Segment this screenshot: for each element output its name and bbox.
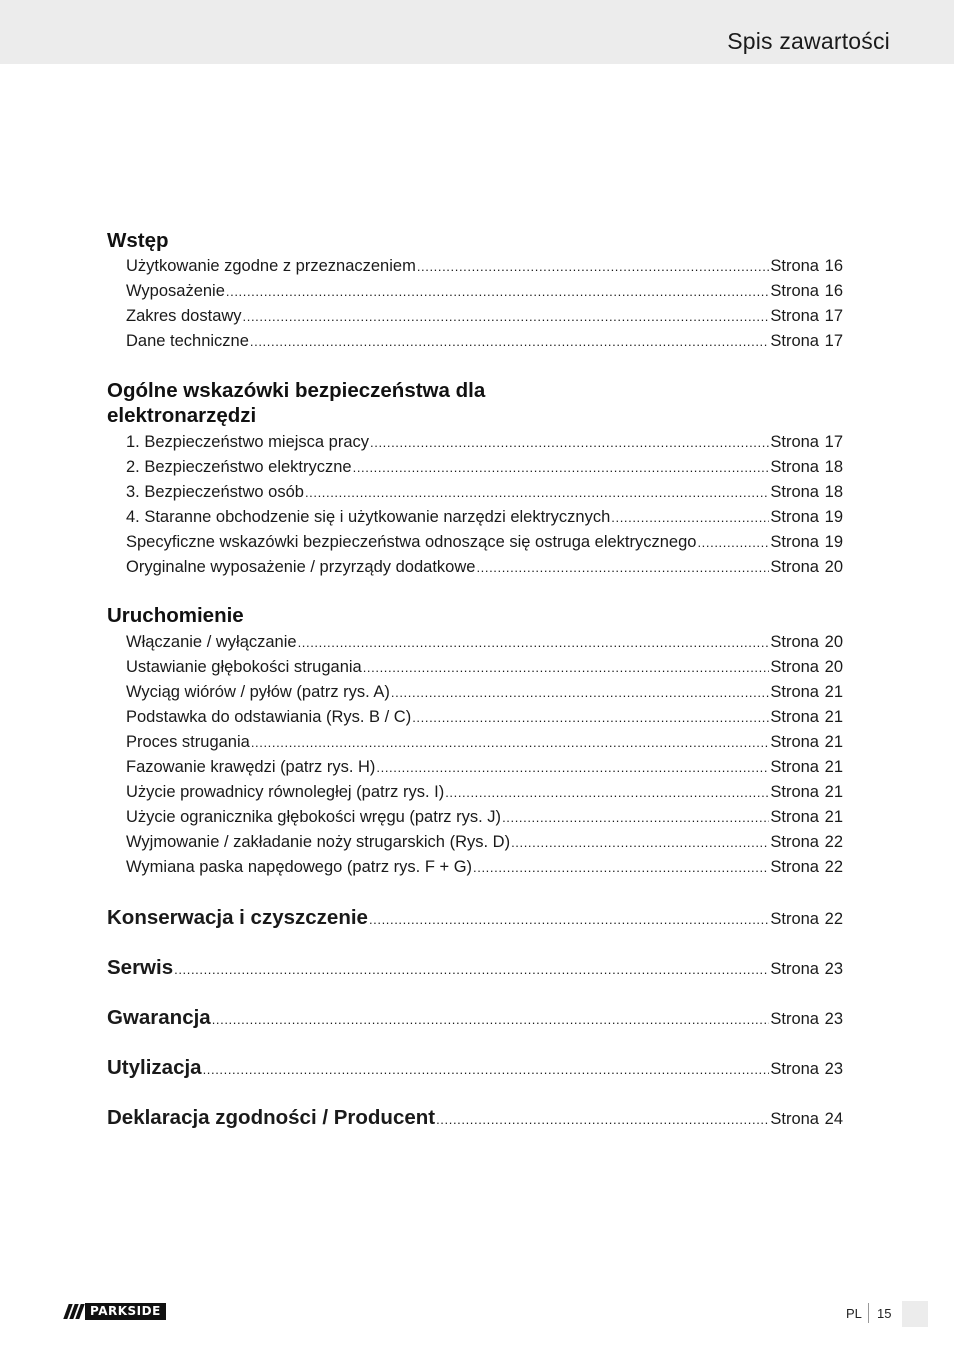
toc-entry-label: Fazowanie krawędzi (patrz rys. H) [126,758,376,776]
logo-stripes-icon [66,1304,82,1319]
toc-entry-page-word: Strona [770,483,819,501]
leader-dots [305,480,769,505]
toc-entry-label: Użytkowanie zgodne z przeznaczeniem [126,257,416,275]
toc-entry-page-word: Strona [770,708,819,726]
toc-entry-label: Specyficzne wskazówki bezpieczeństwa odnoszące się ostruga elektrycznego [126,533,697,551]
leader-dots [473,855,769,880]
toc-entry[interactable] [126,505,843,530]
toc-entry-page-word: Strona [770,458,819,476]
toc-entry-page: 17 [824,307,843,325]
toc-entry[interactable] [126,530,843,555]
section-heading-wstep: Wstęp [107,229,169,252]
leader-dots [502,805,769,830]
toc-entry-page-word: Strona [770,833,819,851]
section-heading-safety-line-1: Ogólne wskazówki bezpieczeństwa dla [107,379,486,402]
toc-entry[interactable] [126,555,843,580]
toc-entry-page: 23 [824,1060,843,1078]
toc-entry-page: 21 [824,808,843,826]
toc-entry-page: 22 [824,833,843,851]
toc-entry-label: 4. Staranne obchodzenie się i użytkowanie narzędzi elektrycznych [126,508,611,526]
toc-entry-page: 16 [824,282,843,300]
toc-entry-page-word: Strona [770,633,819,651]
toc-entry-page: 19 [824,508,843,526]
toc-entry[interactable] [126,805,843,830]
language-code: PL [846,1306,862,1321]
toc-entry-page-word: Strona [770,1060,819,1078]
toc-entry-page: 21 [824,683,843,701]
toc-entry-page-word: Strona [770,1110,819,1128]
toc-entry-page: 21 [824,708,843,726]
toc-entry[interactable] [126,680,843,705]
toc-entry[interactable] [126,830,843,855]
toc-entry-page: 17 [824,433,843,451]
leader-dots [376,755,769,780]
toc-entry[interactable] [126,730,843,755]
toc-entry[interactable] [126,304,843,329]
toc-entry-page: 20 [824,658,843,676]
toc-entry-page: 23 [824,1010,843,1028]
toc-entry-page: 17 [824,332,843,350]
toc-entry-page-word: Strona [770,783,819,801]
toc-entry-label: Dane techniczne [126,332,249,350]
toc-entry-label: Wyciąg wiórów / pyłów (patrz rys. A) [126,683,390,701]
leader-dots [298,630,770,655]
toc-entry[interactable] [126,755,843,780]
toc-entry-label: Oryginalne wyposażenie / przyrządy dodatkowe [126,558,476,576]
leader-dots [251,730,770,755]
toc-entry-page: 18 [824,458,843,476]
toc-entry[interactable] [126,430,843,455]
page-number: 15 [877,1306,892,1321]
toc-entry-page: 20 [824,558,843,576]
toc-entry-page: 16 [824,257,843,275]
toc-entry-label: Włączanie / wyłączanie [126,633,297,651]
leader-dots [391,680,769,705]
leader-dots [369,907,769,932]
leader-dots [212,1007,770,1032]
toc-entry-label: Konserwacja i czyszczenie [107,906,368,929]
header-band [0,0,954,64]
toc-entry-page-word: Strona [770,282,819,300]
parkside-logo [66,1303,166,1320]
leader-dots [511,830,769,855]
section-heading-safety-line-2: elektronarzędzi [107,404,257,427]
leader-dots [226,279,769,304]
toc-entry-label: Utylizacja [107,1056,202,1079]
toc-entry-page-word: Strona [770,683,819,701]
toc-entry[interactable] [126,480,843,505]
leader-dots [611,505,769,530]
toc-entry[interactable] [126,855,843,880]
toc-entry-page: 19 [824,533,843,551]
leader-dots [353,455,770,480]
toc-entry-label: Gwarancja [107,1006,211,1029]
toc-entry-label: Podstawka do odstawiania (Rys. B / C) [126,708,412,726]
toc-entry-label: Ustawianie głębokości strugania [126,658,362,676]
leader-dots [445,780,769,805]
toc-top-entry-deklaracja[interactable] [107,1105,843,1130]
toc-entry-page: 18 [824,483,843,501]
toc-entry-label: Serwis [107,956,174,979]
toc-entry-page-word: Strona [770,533,819,551]
toc-entry-label: Wyposażenie [126,282,225,300]
toc-entry-label: 2. Bezpieczeństwo elektryczne [126,458,352,476]
toc-entry[interactable] [126,705,843,730]
footer-divider [868,1303,869,1323]
brand-name: PARKSIDE [85,1303,166,1320]
toc-entry-label: Deklaracja zgodności / Producent [107,1106,436,1129]
leader-dots [412,705,769,730]
toc-entry-label: Zakres dostawy [126,307,242,325]
leader-dots [436,1107,769,1132]
toc-entry[interactable] [126,455,843,480]
toc-entry-page: 21 [824,733,843,751]
toc-entry-page: 22 [824,858,843,876]
toc-entry[interactable] [126,254,843,279]
toc-entry-page-word: Strona [770,307,819,325]
toc-entry-page-word: Strona [770,960,819,978]
toc-top-entry-serwis[interactable] [107,955,843,980]
leader-dots [174,957,769,982]
toc-entry-page: 21 [824,758,843,776]
toc-entry-page-word: Strona [770,658,819,676]
toc-entry-label: Użycie ogranicznika głębokości wręgu (patrz rys. J) [126,808,502,826]
toc-entry[interactable] [126,780,843,805]
toc-entry[interactable] [126,279,843,304]
toc-entry-page-word: Strona [770,257,819,275]
toc-top-entry-gwarancja[interactable] [107,1005,843,1030]
toc-entry-page-word: Strona [770,733,819,751]
toc-entry-page: 20 [824,633,843,651]
toc-entry-page: 23 [824,960,843,978]
toc-entry-label: Użycie prowadnicy równoległej (patrz rys. I) [126,783,445,801]
leader-dots [243,304,770,329]
toc-entry-page-word: Strona [770,858,819,876]
toc-entry-page: 24 [824,1110,843,1128]
toc-entry-page-word: Strona [770,808,819,826]
toc-entry-label: 3. Bezpieczeństwo osób [126,483,304,501]
footer-grey-box [902,1301,928,1327]
page-title: Spis zawartości [727,28,890,54]
toc-entry-page-word: Strona [770,758,819,776]
toc-entry-label: Wymiana paska napędowego (patrz rys. F + G) [126,858,473,876]
toc-entry-page-word: Strona [770,1010,819,1028]
toc-entry-label: Proces strugania [126,733,250,751]
leader-dots [363,655,770,680]
leader-dots [203,1057,770,1082]
section-heading-uruchomienie: Uruchomienie [107,604,244,627]
toc-entry[interactable] [126,630,843,655]
toc-top-entry-utylizacja[interactable] [107,1055,843,1080]
leader-dots [417,254,770,279]
toc-entry-page-word: Strona [770,910,819,928]
leader-dots [250,329,769,354]
toc-entry-page: 21 [824,783,843,801]
toc-entry-label: 1. Bezpieczeństwo miejsca pracy [126,433,370,451]
toc-entry-page-word: Strona [770,558,819,576]
toc-entry-page-word: Strona [770,433,819,451]
leader-dots [697,530,769,555]
toc-entry-page-word: Strona [770,332,819,350]
toc-entry-page: 22 [824,910,843,928]
toc-entry-page-word: Strona [770,508,819,526]
leader-dots [476,555,769,580]
toc-top-entry-konserwacja[interactable] [107,905,843,930]
toc-entry-label: Wyjmowanie / zakładanie noży strugarskich (Rys. D) [126,833,511,851]
toc-entry[interactable] [126,329,843,354]
toc-entry[interactable] [126,655,843,680]
leader-dots [370,430,769,455]
